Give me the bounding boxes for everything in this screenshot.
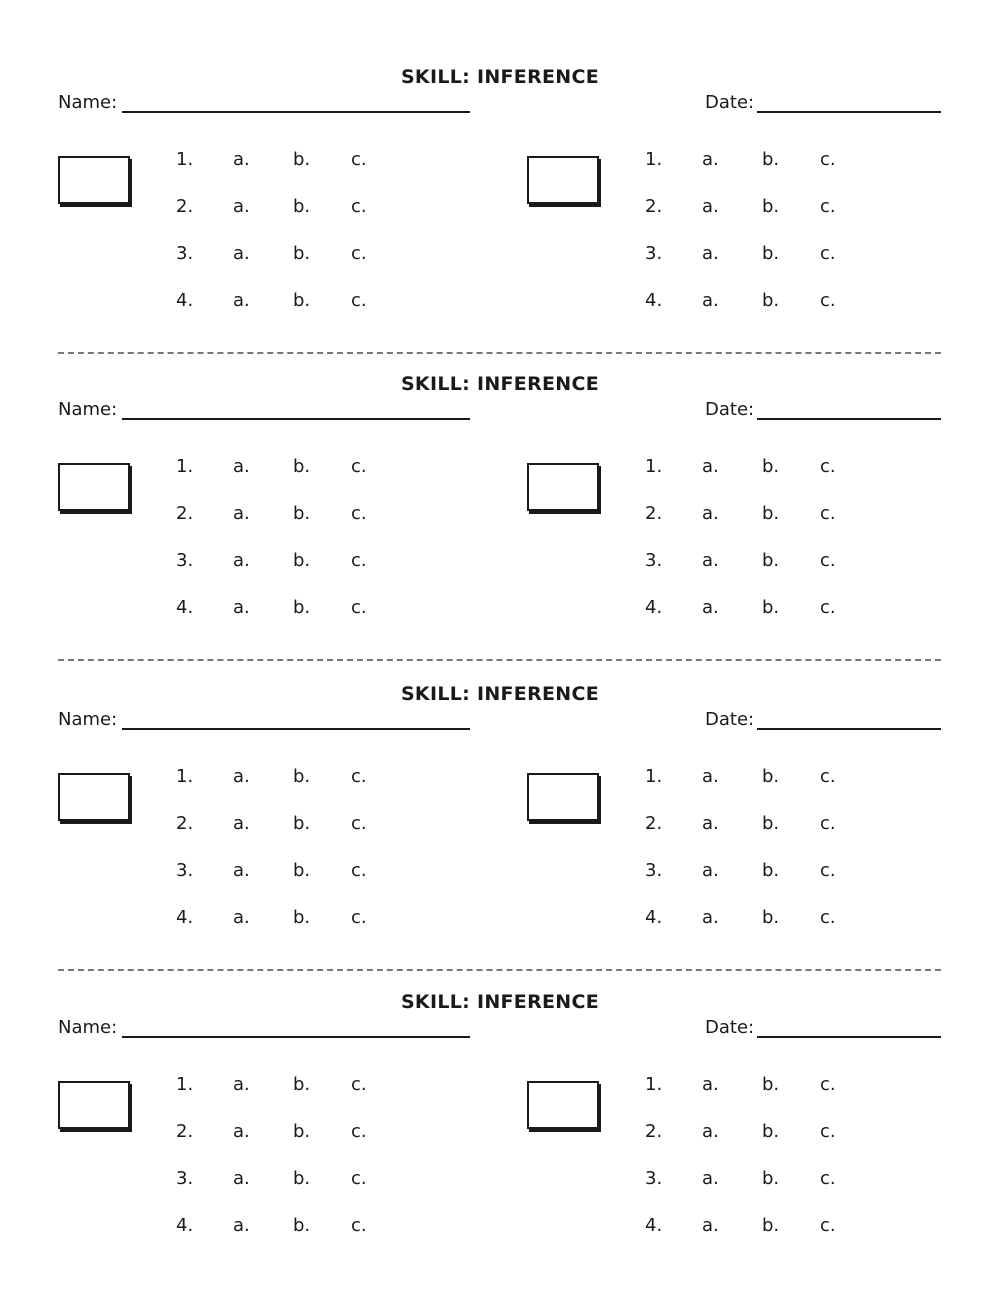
option-b[interactable]: b. [762, 1074, 780, 1095]
answer-sheet-section [0, 630, 1000, 930]
option-b[interactable]: b. [762, 1121, 780, 1142]
question-number: 3. [176, 550, 194, 571]
question-number: 1. [176, 1074, 194, 1095]
option-b[interactable]: b. [293, 1074, 311, 1095]
option-a[interactable]: a. [702, 243, 719, 264]
date-field[interactable] [757, 418, 941, 420]
option-a[interactable]: a. [702, 1121, 719, 1142]
option-b[interactable]: b. [293, 597, 311, 618]
question-number: 1. [176, 456, 194, 477]
option-a[interactable]: a. [702, 456, 719, 477]
date-field[interactable] [757, 1036, 941, 1038]
option-b[interactable]: b. [293, 907, 311, 928]
question-number: 2. [645, 813, 663, 834]
option-b[interactable]: b. [293, 243, 311, 264]
option-c[interactable]: c. [351, 860, 367, 881]
option-c[interactable]: c. [351, 196, 367, 217]
question-number: 2. [645, 196, 663, 217]
name-field[interactable] [122, 418, 470, 420]
answer-sheet-section [0, 13, 1000, 313]
option-a[interactable]: a. [233, 456, 250, 477]
option-b[interactable]: b. [762, 766, 780, 787]
date-label: Date: [705, 399, 755, 420]
option-c[interactable]: c. [820, 550, 836, 571]
question-number: 3. [645, 243, 663, 264]
question-number: 1. [645, 456, 663, 477]
option-a[interactable]: a. [233, 1215, 250, 1236]
option-b[interactable]: b. [293, 149, 311, 170]
option-a[interactable]: a. [233, 196, 250, 217]
date-field[interactable] [757, 728, 941, 730]
option-a[interactable]: a. [233, 1074, 250, 1095]
question-number: 4. [645, 1215, 663, 1236]
option-a[interactable]: a. [233, 503, 250, 524]
option-b[interactable]: b. [762, 860, 780, 881]
question-number: 2. [176, 503, 194, 524]
option-a[interactable]: a. [702, 860, 719, 881]
option-c[interactable]: c. [820, 597, 836, 618]
option-b[interactable]: b. [293, 813, 311, 834]
option-c[interactable]: c. [820, 196, 836, 217]
option-c[interactable]: c. [351, 1074, 367, 1095]
name-label: Name: [58, 1017, 118, 1038]
date-field[interactable] [757, 111, 941, 113]
option-c[interactable]: c. [820, 766, 836, 787]
option-c[interactable]: c. [820, 907, 836, 928]
option-b[interactable]: b. [293, 290, 311, 311]
question-number: 1. [645, 1074, 663, 1095]
name-field[interactable] [122, 111, 470, 113]
question-number: 1. [176, 149, 194, 170]
score-box-left[interactable] [58, 1081, 130, 1129]
option-a[interactable]: a. [702, 290, 719, 311]
option-a[interactable]: a. [233, 290, 250, 311]
option-b[interactable]: b. [762, 290, 780, 311]
option-c[interactable]: c. [351, 1168, 367, 1189]
question-number: 2. [645, 1121, 663, 1142]
option-b[interactable]: b. [762, 550, 780, 571]
option-b[interactable]: b. [293, 1168, 311, 1189]
section-title: SKILL: INFERENCE [400, 683, 600, 705]
option-a[interactable]: a. [233, 550, 250, 571]
option-c[interactable]: c. [351, 1121, 367, 1142]
option-b[interactable]: b. [293, 860, 311, 881]
score-box-left[interactable] [58, 773, 130, 821]
question-number: 4. [176, 907, 194, 928]
question-number: 2. [645, 503, 663, 524]
option-a[interactable]: a. [702, 1215, 719, 1236]
option-a[interactable]: a. [233, 243, 250, 264]
option-a[interactable]: a. [702, 597, 719, 618]
option-a[interactable]: a. [233, 1121, 250, 1142]
question-number: 4. [645, 597, 663, 618]
question-number: 3. [645, 550, 663, 571]
question-number: 3. [176, 243, 194, 264]
option-a[interactable]: a. [702, 907, 719, 928]
option-b[interactable]: b. [762, 813, 780, 834]
question-number: 4. [645, 290, 663, 311]
option-b[interactable]: b. [293, 550, 311, 571]
option-c[interactable]: c. [820, 1121, 836, 1142]
option-c[interactable]: c. [820, 1168, 836, 1189]
name-label: Name: [58, 92, 118, 113]
name-field[interactable] [122, 1036, 470, 1038]
option-b[interactable]: b. [762, 1215, 780, 1236]
option-b[interactable]: b. [762, 456, 780, 477]
option-c[interactable]: c. [820, 456, 836, 477]
question-number: 2. [176, 1121, 194, 1142]
option-a[interactable]: a. [233, 149, 250, 170]
option-c[interactable]: c. [351, 290, 367, 311]
date-label: Date: [705, 92, 755, 113]
question-number: 2. [176, 813, 194, 834]
option-c[interactable]: c. [351, 907, 367, 928]
option-c[interactable]: c. [820, 503, 836, 524]
option-c[interactable]: c. [351, 597, 367, 618]
option-b[interactable]: b. [762, 597, 780, 618]
question-number: 3. [176, 1168, 194, 1189]
option-b[interactable]: b. [762, 149, 780, 170]
option-c[interactable]: c. [351, 813, 367, 834]
option-a[interactable]: a. [702, 1074, 719, 1095]
option-a[interactable]: a. [702, 1168, 719, 1189]
option-c[interactable]: c. [351, 243, 367, 264]
option-c[interactable]: c. [351, 456, 367, 477]
score-box-left[interactable] [58, 463, 130, 511]
option-a[interactable]: a. [702, 196, 719, 217]
section-title: SKILL: INFERENCE [400, 66, 600, 88]
option-b[interactable]: b. [293, 196, 311, 217]
question-number: 4. [176, 597, 194, 618]
option-a[interactable]: a. [702, 550, 719, 571]
option-c[interactable]: c. [351, 503, 367, 524]
option-a[interactable]: a. [702, 766, 719, 787]
option-c[interactable]: c. [351, 766, 367, 787]
option-c[interactable]: c. [820, 1215, 836, 1236]
option-a[interactable]: a. [233, 597, 250, 618]
answer-sheet-section [0, 320, 1000, 620]
question-number: 2. [176, 196, 194, 217]
option-a[interactable]: a. [702, 149, 719, 170]
option-a[interactable]: a. [233, 766, 250, 787]
option-c[interactable]: c. [351, 1215, 367, 1236]
option-b[interactable]: b. [293, 1215, 311, 1236]
option-c[interactable]: c. [820, 813, 836, 834]
option-c[interactable]: c. [820, 1074, 836, 1095]
question-number: 3. [645, 1168, 663, 1189]
option-a[interactable]: a. [233, 1168, 250, 1189]
date-label: Date: [705, 1017, 755, 1038]
option-b[interactable]: b. [762, 503, 780, 524]
option-b[interactable]: b. [762, 243, 780, 264]
question-number: 1. [645, 766, 663, 787]
question-number: 1. [176, 766, 194, 787]
name-field[interactable] [122, 728, 470, 730]
option-c[interactable]: c. [351, 550, 367, 571]
section-title: SKILL: INFERENCE [400, 373, 600, 395]
option-a[interactable]: a. [702, 813, 719, 834]
question-number: 4. [176, 290, 194, 311]
date-label: Date: [705, 709, 755, 730]
question-number: 3. [645, 860, 663, 881]
option-c[interactable]: c. [820, 860, 836, 881]
name-label: Name: [58, 399, 118, 420]
option-b[interactable]: b. [762, 907, 780, 928]
option-b[interactable]: b. [293, 503, 311, 524]
score-box-right[interactable] [527, 1081, 599, 1129]
option-c[interactable]: c. [820, 290, 836, 311]
option-a[interactable]: a. [233, 907, 250, 928]
score-box-left[interactable] [58, 156, 130, 204]
score-box-right[interactable] [527, 156, 599, 204]
score-box-right[interactable] [527, 773, 599, 821]
score-box-right[interactable] [527, 463, 599, 511]
question-number: 1. [645, 149, 663, 170]
option-b[interactable]: b. [293, 456, 311, 477]
option-a[interactable]: a. [233, 860, 250, 881]
option-c[interactable]: c. [820, 149, 836, 170]
answer-sheet-section [0, 938, 1000, 1238]
question-number: 3. [176, 860, 194, 881]
option-a[interactable]: a. [702, 503, 719, 524]
option-b[interactable]: b. [762, 1168, 780, 1189]
question-number: 4. [176, 1215, 194, 1236]
section-title: SKILL: INFERENCE [400, 991, 600, 1013]
option-c[interactable]: c. [351, 149, 367, 170]
option-a[interactable]: a. [233, 813, 250, 834]
option-b[interactable]: b. [293, 766, 311, 787]
option-b[interactable]: b. [762, 196, 780, 217]
option-c[interactable]: c. [820, 243, 836, 264]
question-number: 4. [645, 907, 663, 928]
option-b[interactable]: b. [293, 1121, 311, 1142]
name-label: Name: [58, 709, 118, 730]
